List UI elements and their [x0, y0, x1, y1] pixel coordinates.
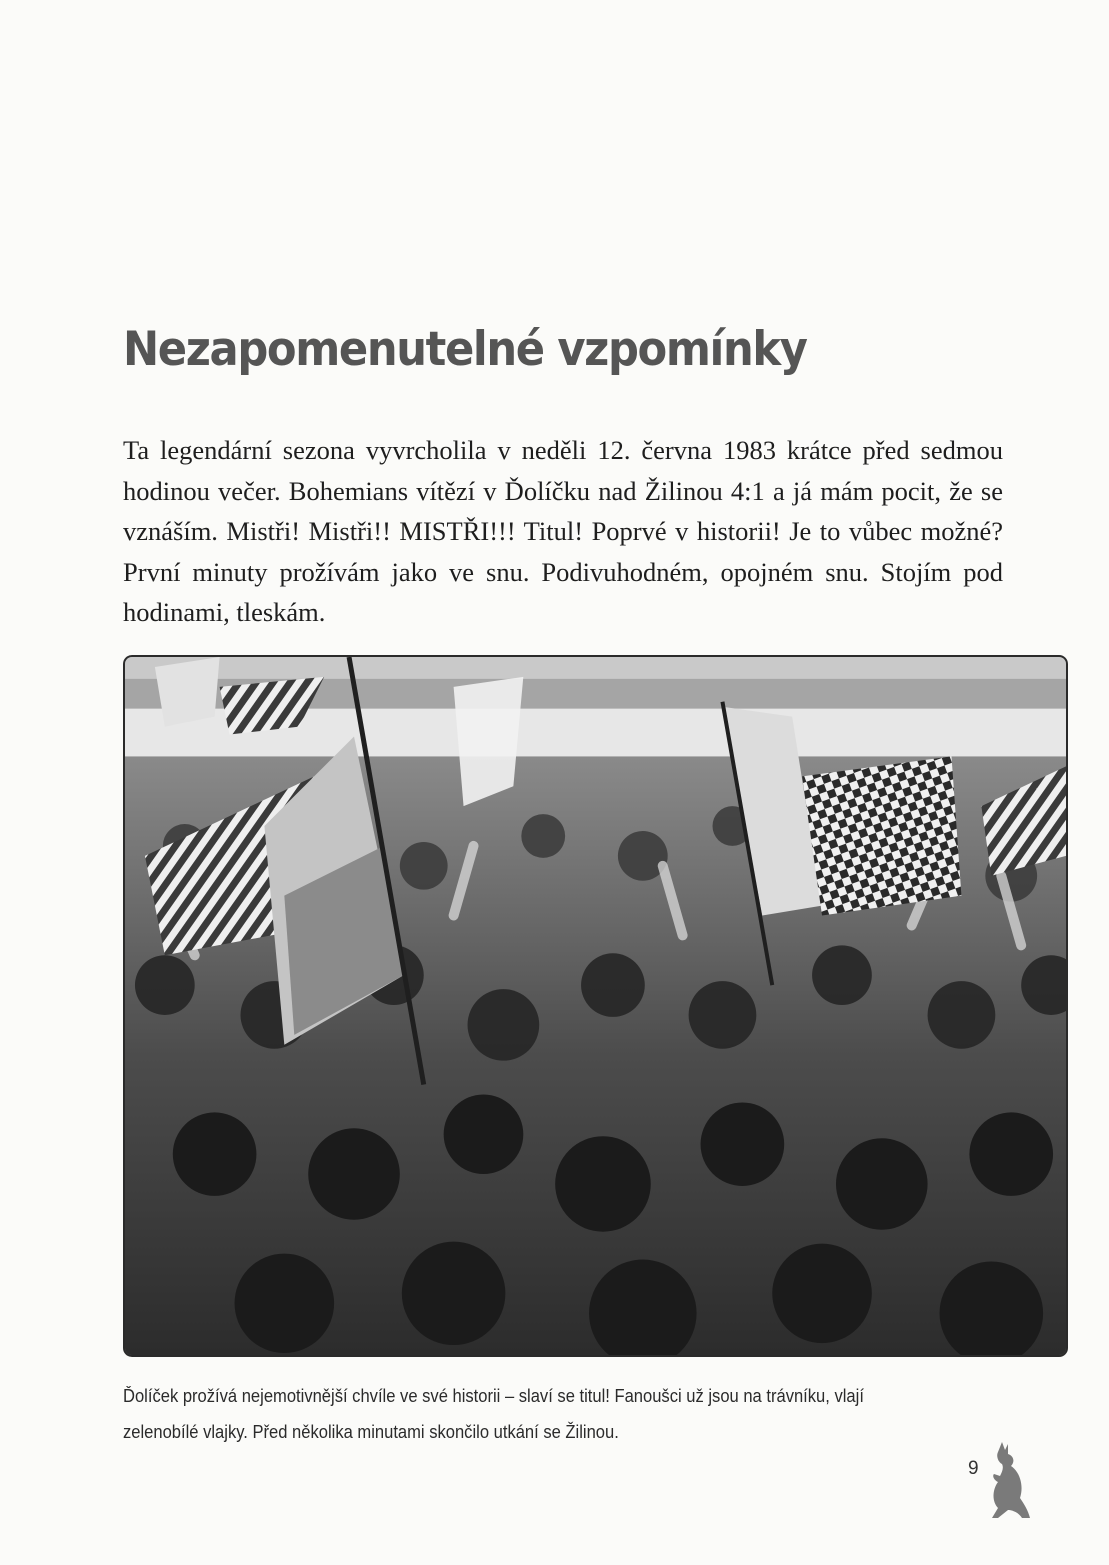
body-paragraph: Ta legendární sezona vyvrcholila v neděli 12. června 1983 krátce před sedmou hodinou večer. Bohemians vítězí v Ďolíčku nad Žilinou 4:1 a já mám pocit, že se vznáším. Mistři! Mistři!! MISTŘI!!! Titul! Poprvé v historii! Je to vůbec možné? První minuty prožívám jako ve snu. Podivuhodném, opojném snu. Stojím pod hodinami, tleskám. [123, 435, 1003, 627]
photo-illustration [125, 657, 1066, 1355]
page-title: Nezapomenutelné vzpomínky [123, 322, 807, 377]
crowd-celebration-photo [123, 655, 1068, 1357]
page-number: 9 [968, 1458, 979, 1479]
kangaroo-icon [984, 1440, 1030, 1520]
photo-caption: Ďolíček prožívá nejemotivnější chvíle ve své historii – slaví se titul! Fanoušci už jsou na trávníku, vlají zelenobílé vlajky. Před několika minutami skončilo utkání se Žilinou. [123, 1386, 864, 1442]
